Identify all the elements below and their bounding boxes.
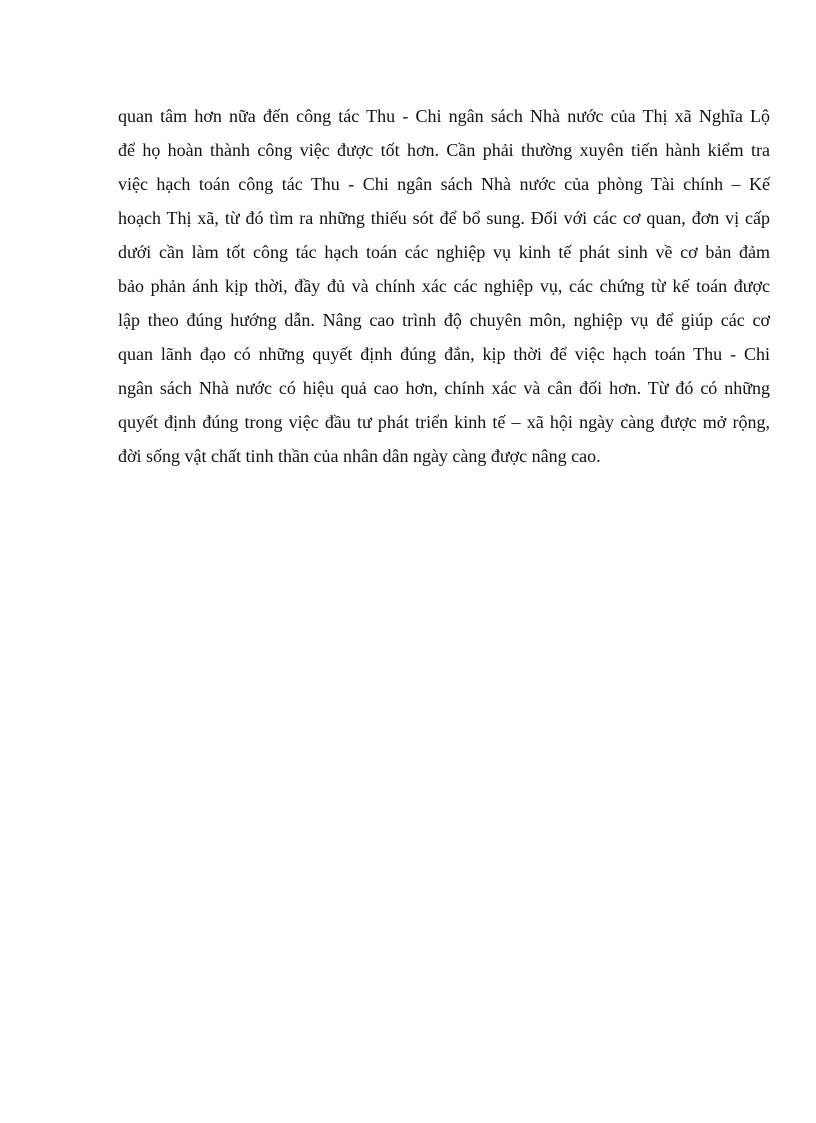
paragraph-line-8: quan lãnh đạo có những quyết định đúng đắn, kịp thời để việc hạch toán Thu - Chi bbox=[118, 344, 770, 364]
paragraph-line-5: dưới cần làm tốt công tác hạch toán các nghiệp vụ kinh tế phát sinh về cơ bản đảm bbox=[118, 242, 770, 262]
paragraph-line-2: để họ hoàn thành công việc được tốt hơn. Cần phải thường xuyên tiến hành kiểm tra bbox=[118, 140, 770, 160]
paragraph-line-10: quyết định đúng trong việc đầu tư phát triển kinh tế – xã hội ngày càng được mở rộng, bbox=[118, 412, 770, 432]
paragraph-line-6: bảo phản ánh kịp thời, đầy đủ và chính xác các nghiệp vụ, các chứng từ kế toán được bbox=[118, 276, 770, 296]
paragraph-line-11: đời sống vật chất tinh thần của nhân dân ngày càng được nâng cao. bbox=[118, 446, 601, 466]
paragraph-line-9: ngân sách Nhà nước có hiệu quả cao hơn, chính xác và cân đối hơn. Từ đó có những bbox=[118, 378, 770, 398]
paragraph-line-4: hoạch Thị xã, từ đó tìm ra những thiếu sót để bổ sung. Đối với các cơ quan, đơn vị cấp bbox=[118, 208, 770, 228]
paragraph-line-7: lập theo đúng hướng dẫn. Nâng cao trình độ chuyên môn, nghiệp vụ để giúp các cơ bbox=[118, 310, 770, 330]
paragraph-line-1: quan tâm hơn nữa đến công tác Thu - Chi ngân sách Nhà nước của Thị xã Nghĩa Lộ bbox=[118, 106, 770, 126]
paragraph-line-3: việc hạch toán công tác Thu - Chi ngân sách Nhà nước của phòng Tài chính – Kế bbox=[118, 174, 770, 194]
body-paragraph bbox=[118, 99, 770, 473]
